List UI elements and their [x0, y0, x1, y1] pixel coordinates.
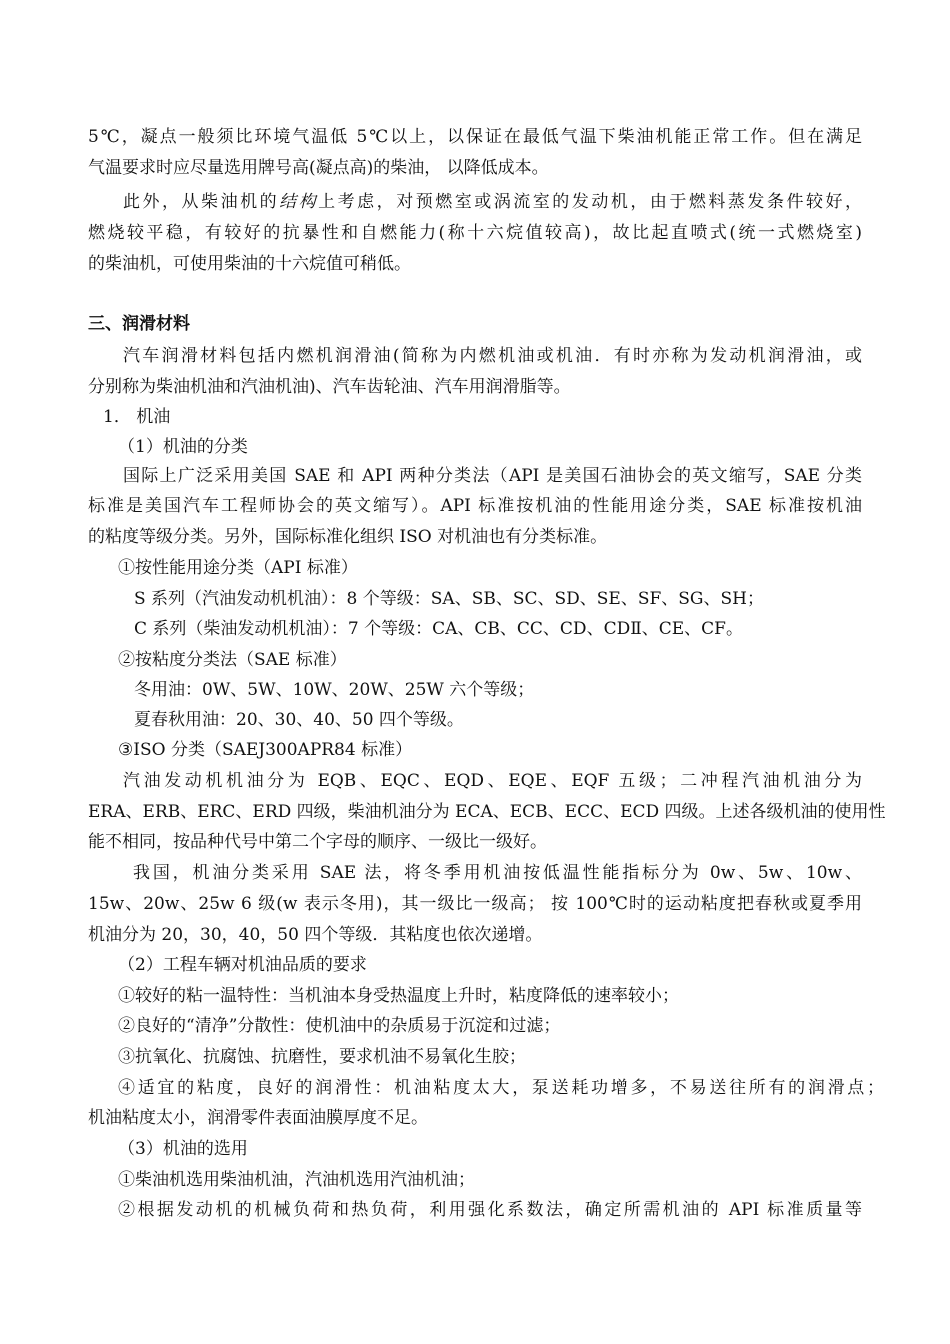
- list-item: S 系列（汽油发动机机油）：8 个等级：SA、SB、SC、SD、SE、SF、SG、SH；: [134, 589, 764, 609]
- subsection-heading: 1． 机油: [103, 407, 171, 427]
- text-line: 的柴油机，可使用柴油的十六烷值可稍低。: [88, 254, 411, 274]
- text-line: 5℃，凝点一般须比环境气温低 5℃以上，以保证在最低气温下柴油机能正常工作。但在满足: [88, 127, 862, 147]
- text-line: 燃烧较平稳，有较好的抗暴性和自燃能力(称十六烷值较高)，故比起直喷式(统一式燃烧室): [88, 223, 862, 243]
- text-line: 机油分为 20，30，40，50 四个等级．其粘度也依次递增。: [88, 925, 543, 945]
- list-item: ④适宜的粘度，良好的润滑性：机油粘度太大，泵送耗功增多，不易送往所有的润滑点；: [118, 1078, 884, 1098]
- text-line: [123, 190, 862, 214]
- text-line: 标准是美国汽车工程师协会的英文缩写）。API 标准按机油的性能用途分类，SAE 标准按机油: [88, 496, 862, 516]
- text-line: 机油粘度太小，润滑零件表面油膜厚度不足。: [88, 1108, 428, 1128]
- text-line: 汽车润滑材料包括内燃机润滑油(简称为内燃机油或机油．有时亦称为发动机润滑油，或: [123, 346, 862, 366]
- list-item: 夏春秋用油：20、30、40、50 四个等级。: [134, 710, 464, 730]
- list-item: ②良好的“清净”分散性：使机油中的杂质易于沉淀和过滤；: [118, 1016, 561, 1036]
- list-item: ①柴油机选用柴油机油，汽油机选用汽油机油；: [118, 1170, 475, 1190]
- list-item: 冬用油：0W、5W、10W、20W、25W 六个等级；: [134, 680, 535, 700]
- text-line: 15w、20w、25w 6 级(w 表示冬用)，其一级比一级高； 按 100℃时的运动粘度把春秋或夏季用: [88, 894, 862, 914]
- text-run: 此外，从柴油机的: [123, 192, 280, 212]
- list-item: ②根据发动机的机械负荷和热负荷，利用强化系数法，确定所需机油的 API 标准质量等: [118, 1200, 862, 1220]
- list-heading: ②按粘度分类法（SAE 标准）: [118, 650, 347, 670]
- subsection-heading: （1）机油的分类: [118, 437, 248, 457]
- subsection-heading: （3）机油的选用: [118, 1139, 248, 1159]
- italic-term: 结构: [279, 192, 319, 212]
- list-heading: ①按性能用途分类（API 标准）: [118, 558, 358, 578]
- text-line: 国际上广泛采用美国 SAE 和 API 两种分类法（API 是美国石油协会的英文缩写，SAE 分类: [123, 466, 862, 486]
- text-run: 上考虑，对预燃室或涡流室的发动机，由于燃料蒸发条件较好，: [318, 192, 863, 212]
- subsection-heading: （2）工程车辆对机油品质的要求: [118, 955, 367, 975]
- text-line: ERA、ERB、ERC、ERD 四级，柴油机油分为 ECA、ECB、ECC、ECD 四级。上述各级机油的使用性: [88, 802, 886, 822]
- list-item: ①较好的粘一温特性：当机油本身受热温度上升时，粘度降低的速率较小；: [118, 986, 679, 1006]
- section-heading: 三、润滑材料: [88, 314, 190, 334]
- text-line: 我国，机油分类采用 SAE 法，将冬季用机油按低温性能指标分为 0w、5w、10w、: [133, 863, 862, 883]
- text-line: 能不相同，按品种代号中第二个字母的顺序、一级比一级好。: [88, 832, 547, 852]
- list-heading: ③ISO 分类（SAEJ300APR84 标准）: [118, 740, 413, 760]
- text-line: 分别称为柴油机油和汽油机油)、汽车齿轮油、汽车用润滑脂等。: [88, 377, 571, 397]
- list-item: C 系列（柴油发动机机油）：7 个等级：CA、CB、CC、CD、CDⅡ、CE、CF。: [134, 619, 743, 639]
- text-line: 的粘度等级分类。另外，国际标准化组织 ISO 对机油也有分类标准。: [88, 527, 608, 547]
- text-line: 汽油发动机机油分为 EQB、EQC、EQD、EQE、EQF 五级；二冲程汽油机油分为: [123, 771, 862, 791]
- list-item: ③抗氧化、抗腐蚀、抗磨性，要求机油不易氧化生胶；: [118, 1047, 526, 1067]
- text-line: 气温要求时应尽量选用牌号高(凝点高)的柴油， 以降低成本。: [88, 158, 549, 178]
